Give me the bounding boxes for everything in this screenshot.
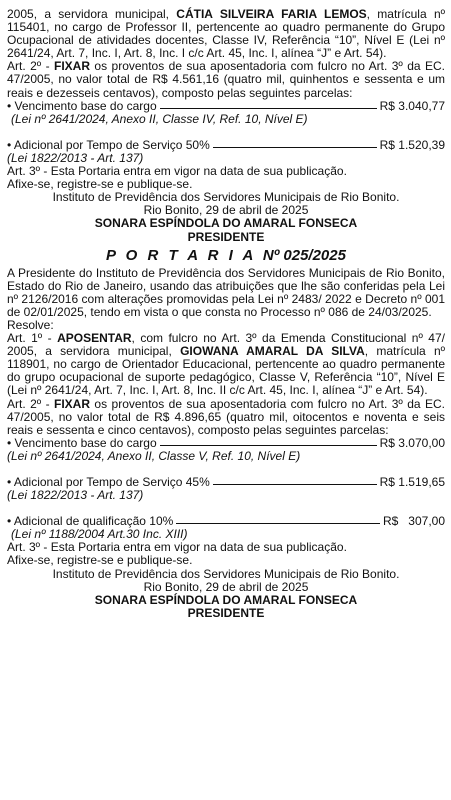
parcel-line — [7, 437, 445, 450]
leader-line — [160, 108, 377, 109]
text-run: Art. 2º - — [7, 396, 54, 411]
parcel-label: • Vencimento base do cargo — [7, 435, 157, 450]
text-run: , matrícula nº 118901, no cargo de Orientador Educacional, pertencente ao quadro permanente do grupo ocupacional de suporte pedagógico, Classe V, Referência “10”, Nível E (Lei nº 2641/24, Art. 7, Inc. I, Art. 8, Inc. II c/c Art. 45, Inc. I, alínea “J” e Art. 54). — [7, 344, 446, 398]
parcel-value: R$ 3.040,77 — [379, 98, 445, 113]
closing-formula: Afixe-se, registre-se e publique-se. — [7, 177, 193, 192]
closing-formula: Afixe-se, registre-se e publique-se. — [7, 553, 193, 568]
signature-date: Rio Bonito, 29 de abril de 2025 — [143, 203, 309, 218]
text-run: Art. 1º - — [7, 331, 58, 346]
parcel-line — [7, 139, 445, 152]
keyword-aposentar: APOSENTAR — [57, 331, 132, 346]
leader-line — [160, 445, 377, 446]
text-run: os proventos de sua aposentadoria com fulcro no Art. 3º da EC. 47/2005, no valor total de R$ 4.896,65 (quatro mil, oitocentos e noventa e seis reais e sessenta e cinco centavos), composto pelas seguintes parcelas: — [7, 396, 445, 437]
institute-name: Instituto de Previdência dos Servidores Municipais de Rio Bonito. — [52, 566, 400, 581]
signature-date: Rio Bonito, 29 de abril de 2025 — [143, 579, 309, 594]
parcel-label: • Adicional de qualificação 10% — [7, 514, 174, 529]
parcel-label: • Adicional por Tempo de Serviço 50% — [7, 137, 210, 152]
signer-role: PRESIDENTE — [187, 229, 265, 244]
signer-name: SONARA ESPÍNDOLA DO AMARAL FONSECA — [94, 592, 358, 607]
text-run: , matrícula nº 115401, no cargo de Professor II, pertencente ao quadro permanente do Grupo Ocupacional de atividades docentes, Classe IV, Referência “10”, Nível E (Lei nº 2641/24, Art. 7, Inc. I, Art. 8, Inc. I c/c Art. 45, Inc. I, alínea “J” e Art. 54). — [7, 7, 445, 61]
parcel-legal-note: (Lei nº 2641/2024, Anexo II, Classe V, Ref. 10, Nível E) — [7, 448, 301, 463]
parcel-legal-note: (Lei 1822/2013 - Art. 137) — [7, 150, 144, 165]
leader-line — [213, 484, 377, 485]
text-run: , com fulcro no Art. 3º da Emenda Constitucional nº 47/ 2005, a servidora municipal, — [7, 331, 445, 359]
signer-role: PRESIDENTE — [187, 605, 265, 620]
text-run: 2005, a servidora municipal, — [7, 7, 177, 21]
signer-name: SONARA ESPÍNDOLA DO AMARAL FONSECA — [94, 216, 358, 231]
parcel-label: • Adicional por Tempo de Serviço 45% — [7, 475, 210, 489]
parcel-label: • Vencimento base do cargo — [7, 98, 157, 113]
parcel-value: R$ 3.070,00 — [379, 435, 445, 450]
leader-line — [176, 523, 380, 524]
paragraph-art1 — [7, 332, 445, 397]
keyword-fixar: FIXAR — [54, 59, 90, 74]
title-number: Nº 025/2025 — [262, 246, 346, 264]
title-word: P O R T A R I A — [106, 246, 256, 264]
leader-line — [213, 147, 377, 148]
keyword-fixar: FIXAR — [54, 396, 90, 411]
parcel-legal-note: (Lei nº 1188/2004 Art.30 Inc. XIII) — [11, 527, 188, 542]
paragraph-art3: Art. 3º - Esta Portaria entra em vigor na data de sua publicação. — [7, 164, 347, 179]
text-run: Art. 2º - — [7, 59, 54, 74]
parcel-legal-note: (Lei 1822/2013 - Art. 137) — [7, 488, 144, 503]
paragraph-art2 — [7, 398, 445, 437]
parcel-value: R$ 1.519,65 — [379, 475, 445, 489]
paragraph-intro: A Presidente do Instituto de Previdência dos Servidores Municipais de Rio Bonito, Estado do Rio de Janeiro, usando das atribuições que lhe são conferidas pela Lei nº 2126/2016 com alterações promovidas pela Lei nº 2483/ 2022 e Decreto nº 001 de 02/01/2025, tendo em vista o que consta no Processo nº 086 de 24/03/2025. — [7, 265, 445, 319]
parcel-value: R$ 307,00 — [382, 514, 445, 529]
resolve-label: Resolve: — [7, 317, 54, 332]
servant-name: CÁTIA SILVEIRA FARIA LEMOS — [176, 7, 367, 21]
spacer — [7, 126, 445, 139]
institute-name: Instituto de Previdência dos Servidores Municipais de Rio Bonito. — [52, 190, 400, 205]
text-run: os proventos de sua aposentadoria com fulcro no Art. 3º da EC. 47/2005, no valor total de R$ 4.561,16 (quatro mil, quinhentos e sessenta e um reais e dezesseis centavos), composto pelas seguintes parcelas: — [7, 59, 445, 100]
paragraph-art2 — [7, 60, 445, 99]
paragraph-art3: Art. 3º - Esta Portaria entra em vigor na data de sua publicação. — [7, 540, 347, 555]
portaria-title — [7, 248, 445, 264]
parcel-line — [7, 100, 445, 113]
servant-name: GIOWANA AMARAL DA SILVA — [180, 344, 365, 359]
paragraph-art1-continuation — [7, 8, 445, 60]
parcel-legal-note: (Lei nº 2641/2024, Anexo II, Classe IV, Ref. 10, Nível E) — [11, 111, 308, 126]
parcel-value: R$ 1.520,39 — [379, 137, 445, 152]
